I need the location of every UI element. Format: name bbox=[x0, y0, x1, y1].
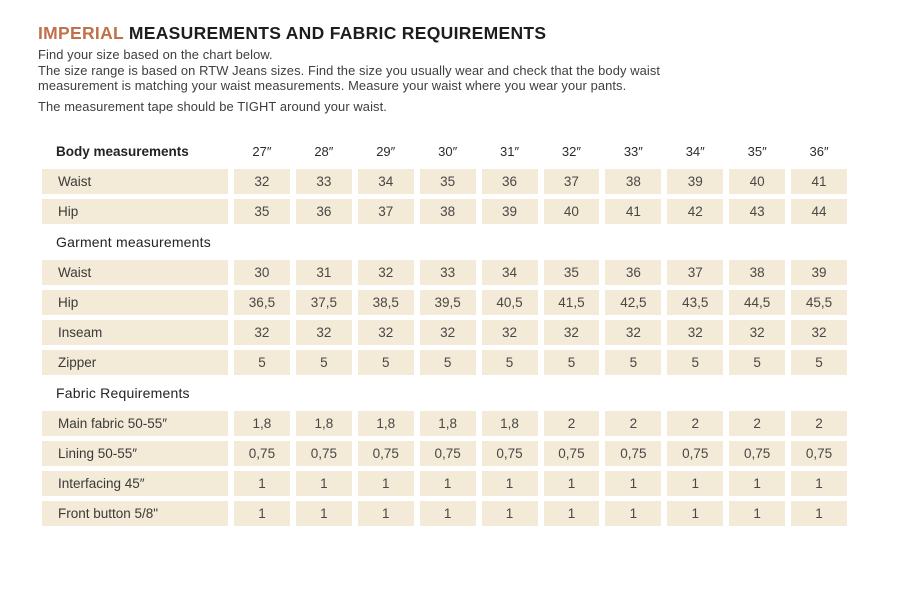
table-row bbox=[42, 169, 847, 194]
section-header: Fabric Requirements bbox=[56, 385, 190, 402]
value-cell: 1 bbox=[482, 471, 538, 496]
value-cell: 1 bbox=[544, 471, 600, 496]
value-cell: 35 bbox=[420, 169, 476, 194]
row-label: Main fabric 50-55″ bbox=[42, 411, 228, 436]
value-cell: 1 bbox=[234, 471, 290, 496]
size-column-header: 27″ bbox=[252, 143, 272, 159]
value-cell: 5 bbox=[296, 350, 352, 375]
value-cell: 32 bbox=[544, 320, 600, 345]
value-cell: 33 bbox=[296, 169, 352, 194]
value-cell: 1 bbox=[729, 471, 785, 496]
value-cell: 2 bbox=[605, 411, 661, 436]
value-cell: 1 bbox=[667, 471, 723, 496]
value-cell: 0,75 bbox=[358, 441, 414, 466]
value-cell: 5 bbox=[358, 350, 414, 375]
value-cell: 1 bbox=[420, 501, 476, 526]
value-cell: 40 bbox=[544, 199, 600, 224]
size-table bbox=[42, 138, 847, 526]
value-cell: 34 bbox=[358, 169, 414, 194]
row-label: Zipper bbox=[42, 350, 228, 375]
row-label: Waist bbox=[42, 169, 228, 194]
table-row bbox=[42, 199, 847, 224]
size-column-header: 29″ bbox=[376, 143, 396, 159]
intro-text bbox=[38, 47, 900, 114]
value-cell: 36,5 bbox=[234, 290, 290, 315]
table-row bbox=[42, 501, 847, 526]
value-cell: 5 bbox=[482, 350, 538, 375]
value-cell: 0,75 bbox=[234, 441, 290, 466]
table-row bbox=[42, 441, 847, 466]
value-cell: 40 bbox=[729, 169, 785, 194]
value-cell: 1 bbox=[791, 501, 847, 526]
value-cell: 35 bbox=[234, 199, 290, 224]
size-column-header: 36″ bbox=[809, 143, 829, 159]
value-cell: 32 bbox=[420, 320, 476, 345]
table-row bbox=[42, 290, 847, 315]
value-cell: 41 bbox=[605, 199, 661, 224]
columns-header-label: Body measurements bbox=[56, 143, 189, 159]
value-cell: 32 bbox=[358, 320, 414, 345]
section-header: Garment measurements bbox=[56, 234, 211, 251]
size-column-header: 31″ bbox=[500, 143, 520, 159]
size-column-header: 28″ bbox=[314, 143, 334, 159]
value-cell: 5 bbox=[605, 350, 661, 375]
value-cell: 32 bbox=[791, 320, 847, 345]
value-cell: 37 bbox=[544, 169, 600, 194]
intro-line-1: Find your size based on the chart below. bbox=[38, 47, 273, 62]
value-cell: 32 bbox=[667, 320, 723, 345]
row-label: Waist bbox=[42, 260, 228, 285]
value-cell: 40,5 bbox=[482, 290, 538, 315]
value-cell: 39 bbox=[791, 260, 847, 285]
value-cell: 1 bbox=[358, 501, 414, 526]
value-cell: 32 bbox=[605, 320, 661, 345]
value-cell: 1 bbox=[420, 471, 476, 496]
value-cell: 43,5 bbox=[667, 290, 723, 315]
value-cell: 45,5 bbox=[791, 290, 847, 315]
value-cell: 35 bbox=[544, 260, 600, 285]
value-cell: 5 bbox=[729, 350, 785, 375]
value-cell: 36 bbox=[296, 199, 352, 224]
table-row bbox=[42, 260, 847, 285]
value-cell: 36 bbox=[482, 169, 538, 194]
size-column-header: 34″ bbox=[685, 143, 705, 159]
value-cell: 5 bbox=[234, 350, 290, 375]
table-row bbox=[42, 471, 847, 496]
intro-line-2: The size range is based on RTW Jeans sizes. Find the size you usually wear and check that the body waist measurement is matching your waist measurements. Measure your waist where you wear your pants. bbox=[38, 62, 661, 94]
value-cell: 1,8 bbox=[358, 411, 414, 436]
value-cell: 1 bbox=[482, 501, 538, 526]
row-label: Hip bbox=[42, 199, 228, 224]
value-cell: 1,8 bbox=[420, 411, 476, 436]
value-cell: 44 bbox=[791, 199, 847, 224]
size-column-header: 35″ bbox=[747, 143, 767, 159]
row-label: Hip bbox=[42, 290, 228, 315]
table-row bbox=[42, 411, 847, 436]
row-label: Front button 5/8" bbox=[42, 501, 228, 526]
size-column-header: 32″ bbox=[561, 143, 581, 159]
value-cell: 5 bbox=[544, 350, 600, 375]
value-cell: 2 bbox=[729, 411, 785, 436]
value-cell: 33 bbox=[420, 260, 476, 285]
value-cell: 1,8 bbox=[482, 411, 538, 436]
value-cell: 38 bbox=[420, 199, 476, 224]
columns-header-row bbox=[42, 138, 847, 164]
value-cell: 5 bbox=[420, 350, 476, 375]
value-cell: 1 bbox=[729, 501, 785, 526]
row-label: Lining 50-55″ bbox=[42, 441, 228, 466]
title-accent: IMPERIAL bbox=[38, 23, 124, 43]
value-cell: 37 bbox=[358, 199, 414, 224]
value-cell: 1 bbox=[296, 501, 352, 526]
value-cell: 32 bbox=[482, 320, 538, 345]
value-cell: 41 bbox=[791, 169, 847, 194]
value-cell: 32 bbox=[234, 169, 290, 194]
value-cell: 32 bbox=[296, 320, 352, 345]
value-cell: 1,8 bbox=[296, 411, 352, 436]
value-cell: 1 bbox=[296, 471, 352, 496]
table-row bbox=[42, 350, 847, 375]
value-cell: 0,75 bbox=[296, 441, 352, 466]
value-cell: 1 bbox=[358, 471, 414, 496]
value-cell: 2 bbox=[544, 411, 600, 436]
value-cell: 39 bbox=[482, 199, 538, 224]
size-column-header: 33″ bbox=[623, 143, 643, 159]
value-cell: 31 bbox=[296, 260, 352, 285]
title-rest: MEASUREMENTS AND FABRIC REQUIREMENTS bbox=[123, 23, 547, 43]
value-cell: 2 bbox=[667, 411, 723, 436]
value-cell: 5 bbox=[667, 350, 723, 375]
value-cell: 43 bbox=[729, 199, 785, 224]
size-column-header: 30″ bbox=[438, 143, 458, 159]
value-cell: 1 bbox=[791, 471, 847, 496]
value-cell: 0,75 bbox=[729, 441, 785, 466]
value-cell: 32 bbox=[729, 320, 785, 345]
value-cell: 36 bbox=[605, 260, 661, 285]
value-cell: 0,75 bbox=[420, 441, 476, 466]
value-cell: 39 bbox=[667, 169, 723, 194]
value-cell: 1 bbox=[605, 471, 661, 496]
value-cell: 1 bbox=[667, 501, 723, 526]
page-title bbox=[38, 24, 900, 42]
value-cell: 1 bbox=[234, 501, 290, 526]
value-cell: 0,75 bbox=[791, 441, 847, 466]
intro-line-3: The measurement tape should be TIGHT around your waist. bbox=[38, 98, 387, 114]
value-cell: 42 bbox=[667, 199, 723, 224]
value-cell: 34 bbox=[482, 260, 538, 285]
value-cell: 0,75 bbox=[667, 441, 723, 466]
value-cell: 41,5 bbox=[544, 290, 600, 315]
value-cell: 38,5 bbox=[358, 290, 414, 315]
value-cell: 37 bbox=[667, 260, 723, 285]
value-cell: 5 bbox=[791, 350, 847, 375]
value-cell: 44,5 bbox=[729, 290, 785, 315]
value-cell: 37,5 bbox=[296, 290, 352, 315]
value-cell: 30 bbox=[234, 260, 290, 285]
row-label: Interfacing 45″ bbox=[42, 471, 228, 496]
value-cell: 1,8 bbox=[234, 411, 290, 436]
value-cell: 32 bbox=[234, 320, 290, 345]
value-cell: 0,75 bbox=[482, 441, 538, 466]
value-cell: 38 bbox=[605, 169, 661, 194]
value-cell: 0,75 bbox=[544, 441, 600, 466]
table-row bbox=[42, 320, 847, 345]
row-label: Inseam bbox=[42, 320, 228, 345]
value-cell: 39,5 bbox=[420, 290, 476, 315]
value-cell: 32 bbox=[358, 260, 414, 285]
value-cell: 0,75 bbox=[605, 441, 661, 466]
value-cell: 2 bbox=[791, 411, 847, 436]
value-cell: 38 bbox=[729, 260, 785, 285]
value-cell: 1 bbox=[605, 501, 661, 526]
value-cell: 42,5 bbox=[605, 290, 661, 315]
value-cell: 1 bbox=[544, 501, 600, 526]
